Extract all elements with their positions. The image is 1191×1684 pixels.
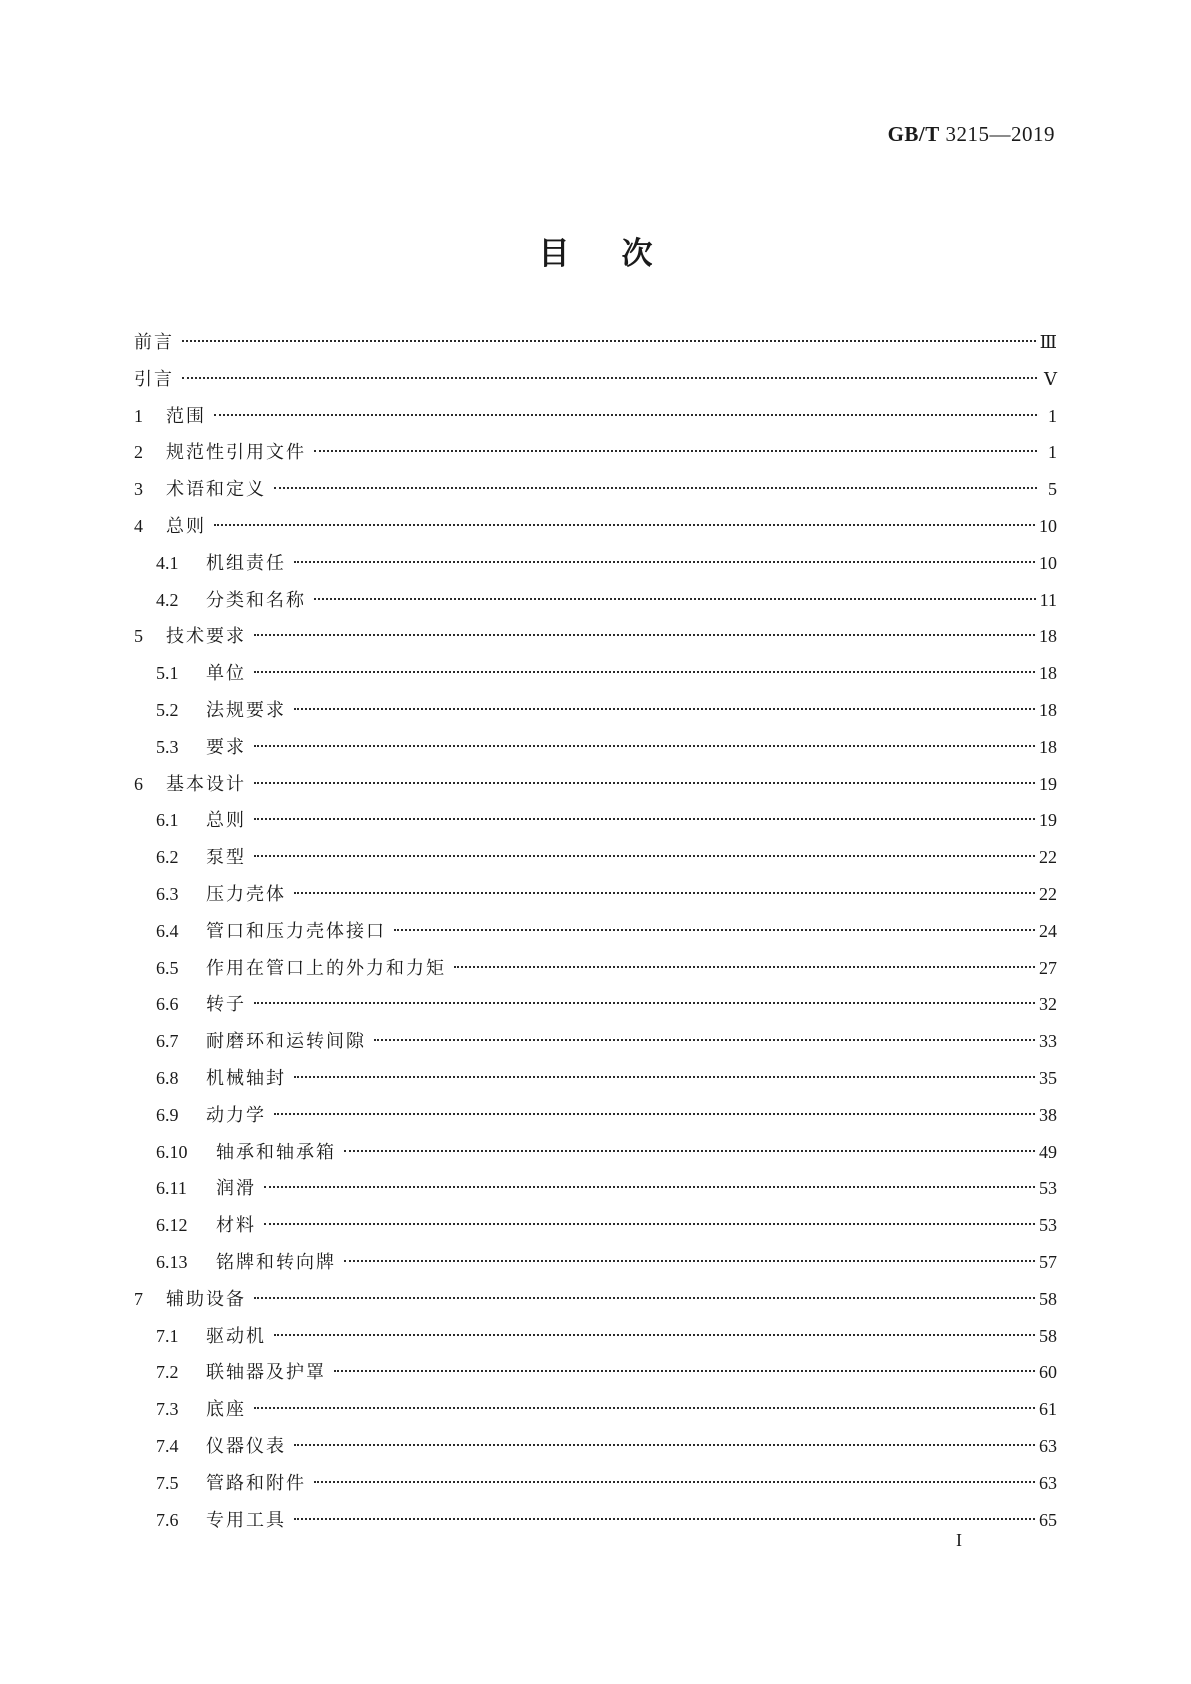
toc-entry-title: 底座 <box>206 1399 246 1421</box>
toc-entry-page: 35 <box>1039 1067 1057 1088</box>
toc-entry[interactable] <box>134 1060 1057 1097</box>
toc-entry[interactable] <box>134 1354 1057 1391</box>
toc-entry-number: 6.4 <box>156 920 179 941</box>
toc-entry[interactable] <box>134 1428 1057 1465</box>
toc-entry-number: 4.2 <box>156 589 179 610</box>
toc-entry-page: 24 <box>1039 920 1057 941</box>
toc-entry-title: 技术要求 <box>166 626 246 648</box>
toc-entry-number: 6.11 <box>156 1178 187 1199</box>
toc-entry-page: 33 <box>1039 1031 1057 1052</box>
toc-dot-leader <box>254 1407 1035 1409</box>
toc-entry-number: 4 <box>134 515 143 536</box>
toc-entry-page: 60 <box>1039 1362 1057 1383</box>
toc-entry-title: 作用在管口上的外力和力矩 <box>206 957 446 979</box>
toc-entry-number: 1 <box>134 405 143 426</box>
toc-entry-number: 6.3 <box>156 883 179 904</box>
toc-entry-title: 动力学 <box>206 1104 266 1126</box>
toc-entry-number: 6.1 <box>156 810 179 831</box>
toc-entry[interactable] <box>134 839 1057 876</box>
toc-entry-title: 联轴器及护罩 <box>206 1362 326 1384</box>
toc-entry[interactable] <box>134 361 1057 398</box>
toc-dot-leader <box>274 1334 1035 1336</box>
toc-entry[interactable] <box>134 766 1057 803</box>
toc-entry-number: 6.7 <box>156 1031 179 1052</box>
toc-dot-leader <box>254 818 1035 820</box>
toc-entry-number: 2 <box>134 442 143 463</box>
toc-entry-title: 要求 <box>206 736 246 758</box>
toc-entry-number: 6.2 <box>156 847 179 868</box>
toc-entry-title: 管路和附件 <box>206 1472 306 1494</box>
toc-entry[interactable] <box>134 1170 1057 1207</box>
toc-entry-page: 22 <box>1039 847 1057 868</box>
toc-entry-title: 范围 <box>166 405 206 427</box>
toc-dot-leader <box>294 1076 1035 1078</box>
toc-entry-title: 铭牌和转向牌 <box>216 1251 336 1273</box>
toc-entry[interactable] <box>134 471 1057 508</box>
toc-entry[interactable] <box>134 1134 1057 1171</box>
toc-entry-number: 7.1 <box>156 1325 179 1346</box>
toc-entry[interactable] <box>134 913 1057 950</box>
toc-entry-page: 38 <box>1039 1104 1057 1125</box>
toc-entry-number: 5.3 <box>156 736 179 757</box>
toc-entry-title: 法规要求 <box>206 699 286 721</box>
toc-entry-page: Ⅴ <box>1044 368 1057 389</box>
toc-entry-title: 轴承和轴承箱 <box>216 1141 336 1163</box>
toc-entry-number: 6.10 <box>156 1141 188 1162</box>
toc-dot-leader <box>274 487 1037 489</box>
toc-dot-leader <box>314 450 1037 452</box>
toc-entry-page: 49 <box>1039 1141 1057 1162</box>
toc-entry[interactable] <box>134 692 1057 729</box>
toc-entry[interactable] <box>134 1023 1057 1060</box>
toc-entry-title: 单位 <box>206 663 246 685</box>
toc-entry[interactable] <box>134 876 1057 913</box>
toc-dot-leader <box>214 524 1035 526</box>
toc-dot-leader <box>454 966 1035 968</box>
toc-entry-page: 53 <box>1039 1215 1057 1236</box>
toc-dot-leader <box>254 745 1035 747</box>
toc-entry-title: 压力壳体 <box>206 883 286 905</box>
toc-entry[interactable] <box>134 1465 1057 1502</box>
toc-entry[interactable] <box>134 655 1057 692</box>
toc-entry-page: 11 <box>1039 589 1057 610</box>
toc-dot-leader <box>182 377 1037 379</box>
toc-entry-page: 58 <box>1039 1288 1057 1309</box>
toc-entry-number: 6.8 <box>156 1067 179 1088</box>
toc-entry-page: 19 <box>1039 773 1057 794</box>
toc-entry-title: 仪器仪表 <box>206 1435 286 1457</box>
toc-entry-number: 3 <box>134 479 143 500</box>
toc-entry-page: 57 <box>1039 1251 1057 1272</box>
toc-entry-page: 18 <box>1039 736 1057 757</box>
toc-dot-leader <box>182 340 1036 342</box>
toc-dot-leader <box>254 671 1035 673</box>
standard-code-number: 3215—2019 <box>939 122 1055 146</box>
toc-entry-number: 6.13 <box>156 1251 188 1272</box>
toc-dot-leader <box>264 1223 1035 1225</box>
toc-entry-title: 润滑 <box>216 1178 256 1200</box>
toc-entry-page: 18 <box>1039 699 1057 720</box>
toc-dot-leader <box>254 782 1035 784</box>
toc-dot-leader <box>274 1113 1035 1115</box>
toc-entry-page: 18 <box>1039 626 1057 647</box>
toc-entry-title: 辅助设备 <box>166 1288 246 1310</box>
toc-dot-leader <box>394 929 1035 931</box>
toc-entry[interactable] <box>134 1391 1057 1428</box>
toc-entry-number: 7.5 <box>156 1472 179 1493</box>
toc-entry-title: 专用工具 <box>206 1509 286 1531</box>
toc-entry[interactable] <box>134 986 1057 1023</box>
toc-dot-leader <box>264 1186 1035 1188</box>
toc-dot-leader <box>254 1002 1035 1004</box>
toc-dot-leader <box>254 855 1035 857</box>
toc-entry-title: 引言 <box>134 368 174 390</box>
page-title: 目次 <box>538 236 705 272</box>
toc-entry-title: 转子 <box>206 994 246 1016</box>
toc-entry-number: 6 <box>134 773 143 794</box>
standard-code-prefix: GB/T <box>887 122 940 146</box>
toc-dot-leader <box>374 1039 1035 1041</box>
toc-entry-number: 5.1 <box>156 663 179 684</box>
toc-entry[interactable] <box>134 1097 1057 1134</box>
toc-dot-leader <box>344 1150 1035 1152</box>
toc-entry-page: 32 <box>1039 994 1057 1015</box>
toc-entry[interactable] <box>134 729 1057 766</box>
toc-entry[interactable] <box>134 950 1057 987</box>
toc-entry-title: 机械轴封 <box>206 1067 286 1089</box>
toc-entry-number: 7.4 <box>156 1435 179 1456</box>
toc-dot-leader <box>344 1260 1035 1262</box>
toc-dot-leader <box>214 414 1037 416</box>
toc-entry-title: 耐磨环和运转间隙 <box>206 1031 366 1053</box>
toc-entry[interactable] <box>134 1502 1057 1539</box>
toc-dot-leader <box>294 892 1035 894</box>
toc-entry[interactable] <box>134 398 1057 435</box>
toc-entry-title: 术语和定义 <box>166 479 266 501</box>
toc-entry-page: 1 <box>1048 442 1057 463</box>
toc-entry-number: 6.5 <box>156 957 179 978</box>
toc-entry-page: 1 <box>1048 405 1057 426</box>
toc-dot-leader <box>294 1444 1035 1446</box>
toc-entry[interactable] <box>134 434 1057 471</box>
toc-entry-title: 分类和名称 <box>206 589 306 611</box>
toc-entry-number: 6.9 <box>156 1104 179 1125</box>
toc-entry-page: 65 <box>1039 1509 1057 1530</box>
toc-dot-leader <box>254 1297 1035 1299</box>
toc-entry[interactable] <box>134 1207 1057 1244</box>
toc-entry-title: 驱动机 <box>206 1325 266 1347</box>
toc-entry-number: 7.3 <box>156 1399 179 1420</box>
toc-dot-leader <box>314 598 1036 600</box>
toc-entry-title: 前言 <box>134 332 174 353</box>
toc-entry-number: 5 <box>134 626 143 647</box>
standard-code <box>888 122 1055 147</box>
toc-entry-number: 7.6 <box>156 1509 179 1530</box>
toc-entry-title: 泵型 <box>206 847 246 869</box>
toc-entry-page: Ⅲ <box>1039 332 1057 352</box>
toc-entry-number: 6.12 <box>156 1215 188 1236</box>
toc-entry[interactable] <box>134 1244 1057 1281</box>
toc-entry-title: 基本设计 <box>166 773 246 795</box>
toc-entry-title: 规范性引用文件 <box>166 442 306 464</box>
toc-dot-leader <box>294 561 1035 563</box>
toc-entry-number: 7 <box>134 1288 143 1309</box>
toc-entry-page: 19 <box>1039 810 1057 831</box>
toc-entry-page: 63 <box>1039 1435 1057 1456</box>
toc-entry[interactable] <box>134 618 1057 655</box>
toc-dot-leader <box>314 1481 1035 1483</box>
toc-entry-page: 22 <box>1039 883 1057 904</box>
toc-entry-number: 5.2 <box>156 699 179 720</box>
toc-entry-page: 53 <box>1039 1178 1057 1199</box>
toc-entry-title: 管口和压力壳体接口 <box>206 920 386 942</box>
toc-dot-leader <box>254 634 1035 636</box>
toc-entry-page: 63 <box>1039 1472 1057 1493</box>
toc-entry-number: 6.6 <box>156 994 179 1015</box>
toc-entry-page: 10 <box>1039 515 1057 536</box>
toc-entry[interactable] <box>134 1318 1057 1355</box>
toc-entry-number: 4.1 <box>156 552 179 573</box>
toc-entry-page: 61 <box>1039 1399 1057 1420</box>
toc-dot-leader <box>294 1518 1035 1520</box>
toc-entry-title: 材料 <box>216 1215 256 1237</box>
toc-entry[interactable] <box>134 802 1057 839</box>
toc-entry-page: 18 <box>1039 663 1057 684</box>
toc-dot-leader <box>294 708 1035 710</box>
toc-entry-page: 5 <box>1048 479 1057 500</box>
toc-entry-title: 总则 <box>206 810 246 832</box>
toc-entry[interactable] <box>134 582 1057 619</box>
toc-entry[interactable] <box>134 545 1057 582</box>
toc-entry-title: 机组责任 <box>206 552 286 574</box>
toc-entry-number: 7.2 <box>156 1362 179 1383</box>
page-number: I <box>956 1530 962 1550</box>
toc-entry[interactable] <box>134 508 1057 545</box>
toc-entry-page: 27 <box>1039 957 1057 978</box>
table-of-contents <box>134 324 1057 1538</box>
toc-entry-title: 总则 <box>166 515 206 537</box>
toc-entry-page: 58 <box>1039 1325 1057 1346</box>
toc-entry-page: 10 <box>1039 552 1057 573</box>
toc-entry[interactable] <box>134 324 1057 361</box>
toc-entry[interactable] <box>134 1281 1057 1318</box>
toc-dot-leader <box>334 1370 1035 1372</box>
